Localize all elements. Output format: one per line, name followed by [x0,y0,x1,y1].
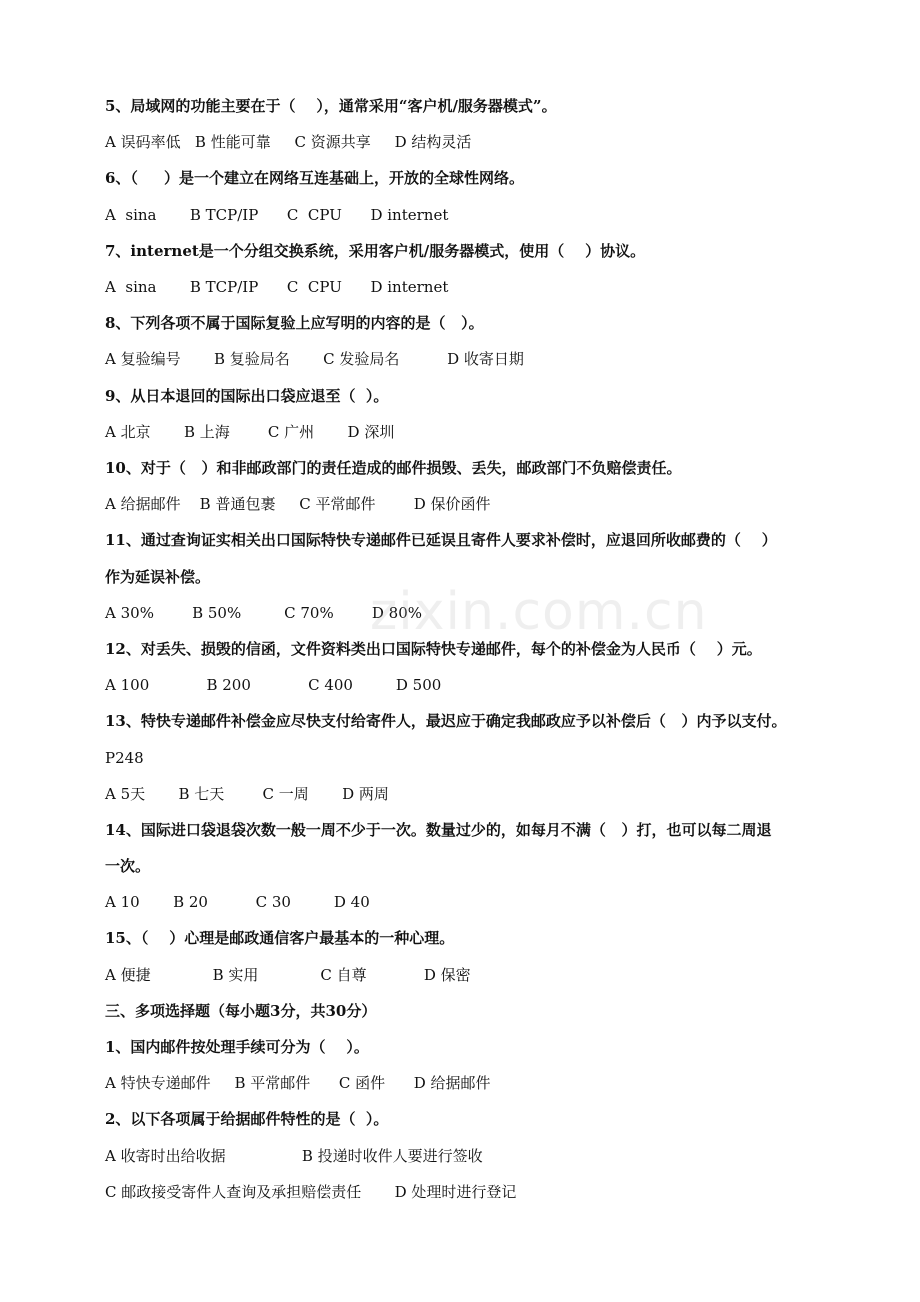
question-14-cont: 一次。 [105,857,151,875]
question-13: 13、特快专递邮件补偿金应尽快支付给寄件人，最迟应于确定我邮政应予以补偿后（ ）内予以支付。 [105,712,787,730]
question-14-options: A 10 B 20 C 30 D 40 [105,893,370,911]
question-6-options: A sina B TCP/IP C CPU D internet [105,206,449,224]
question-11-options: A 30% B 50% C 70% D 80% [105,604,422,622]
question-9-options: A 北京 B 上海 C 广州 D 深圳 [105,423,395,441]
question-6: 6、（ ）是一个建立在网络互连基础上，开放的全球性网络。 [105,169,525,187]
question-10: 10、对于（ ）和非邮政部门的责任造成的邮件损毁、丢失，邮政部门不负赔偿责任。 [105,459,682,477]
mc-question-2: 2、以下各项属于给据邮件特性的是（ ）。 [105,1110,389,1128]
question-8-options: A 复验编号 B 复验局名 C 发验局名 D 收寄日期 [105,350,524,368]
question-13-options: A 5天 B 七天 C 一周 D 两周 [105,785,389,803]
question-11: 11、通过查询证实相关出口国际特快专递邮件已延误且寄件人要求补偿时，应退回所收邮费的（ ） [105,531,777,549]
question-13-cont: P248 [105,749,144,767]
watermark-text: zixin.com.cn [370,582,708,642]
question-14: 14、国际进口袋退袋次数一般一周不少于一次。数量过少的，如每月不满（ ）打，也可以每二周退 [105,821,772,839]
mc-question-1-options: A 特快专递邮件 B 平常邮件 C 函件 D 给据邮件 [105,1074,491,1092]
question-12-options: A 100 B 200 C 400 D 500 [105,676,442,694]
question-15-options: A 便捷 B 实用 C 自尊 D 保密 [105,966,471,984]
question-9: 9、从日本退回的国际出口袋应退至（ ）。 [105,387,389,405]
section-heading: 三、多项选择题（每小题3分，共30分） [105,1002,377,1020]
mc-question-2-options-ab: A 收寄时出给收据 B 投递时收件人要进行签收 [105,1147,483,1165]
question-5: 5、局域网的功能主要在于（ ），通常采用“客户机/服务器模式”。 [105,97,557,115]
question-7-options: A sina B TCP/IP C CPU D internet [105,278,449,296]
mc-question-2-options-cd: C 邮政接受寄件人查询及承担赔偿责任 D 处理时进行登记 [105,1183,517,1201]
question-12: 12、对丢失、损毁的信函，文件资料类出口国际特快专递邮件，每个的补偿金为人民币（ ）元。 [105,640,762,658]
question-5-options: A 误码率低 B 性能可靠 C 资源共享 D 结构灵活 [105,133,472,151]
question-7: 7、internet是一个分组交换系统，采用客户机/服务器模式，使用（ ）协议。 [105,242,646,260]
question-10-options: A 给据邮件 B 普通包裹 C 平常邮件 D 保价函件 [105,495,491,513]
question-8: 8、下列各项不属于国际复验上应写明的内容的是（ ）。 [105,314,484,332]
mc-question-1: 1、国内邮件按处理手续可分为（ ）。 [105,1038,369,1056]
question-11-cont: 作为延误补偿。 [105,568,211,586]
question-15: 15、（ ）心理是邮政通信客户最基本的一种心理。 [105,929,455,947]
